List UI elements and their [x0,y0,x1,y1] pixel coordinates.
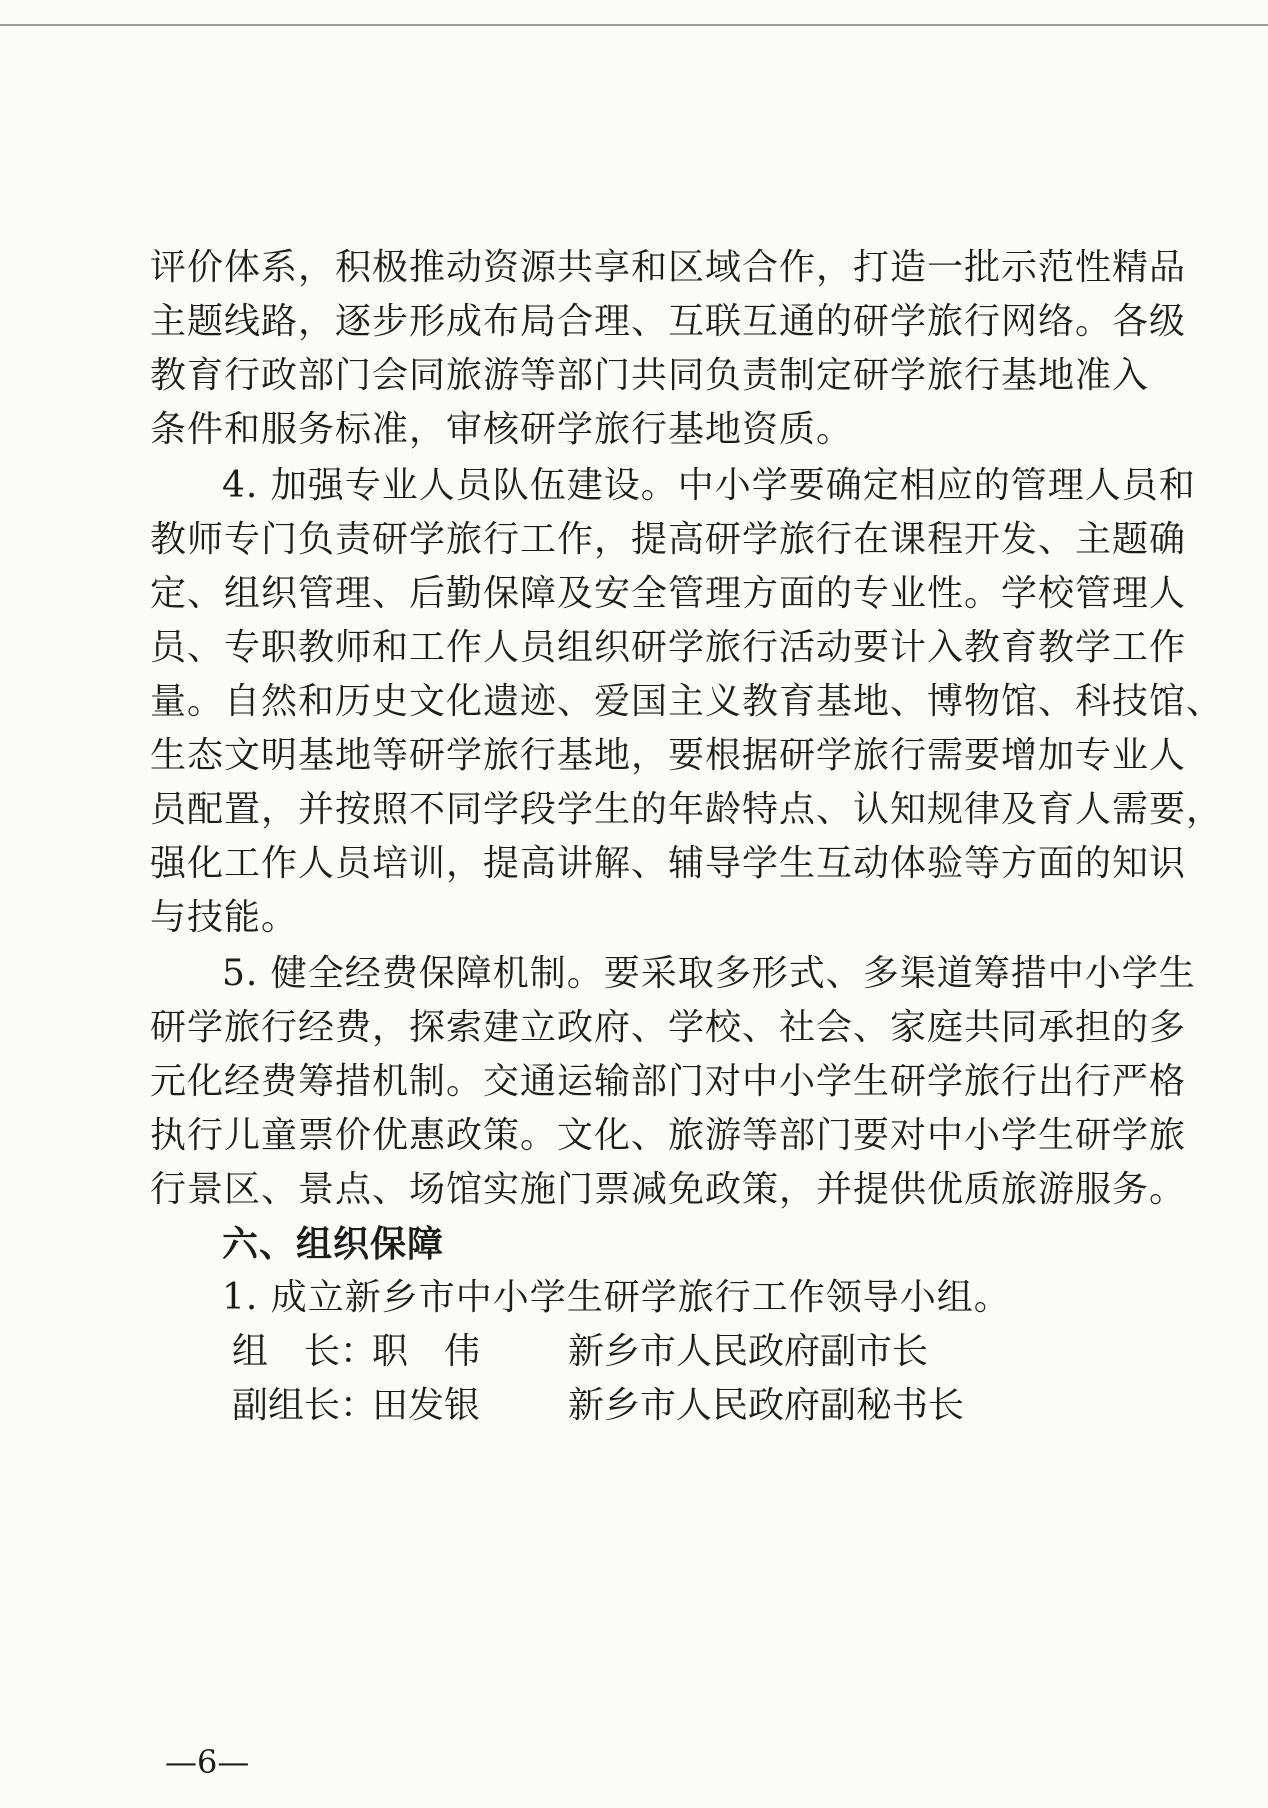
member-name: 田发银 [372,1385,481,1426]
body-text-line: 教师专门负责研学旅行工作，提高研学旅行在课程开发、主题确 [150,519,1187,560]
body-text-line: 研学旅行经费，探索建立政府、学校、社会、家庭共同承担的多 [150,1007,1187,1048]
body-text-line: 评价体系，积极推动资源共享和区域合作，打造一批示范性精品 [150,247,1187,288]
member-title: 新乡市人民政府副秘书长 [568,1385,965,1426]
member-title: 新乡市人民政府副市长 [568,1331,929,1372]
body-text-line: 量。自然和历史文化遗迹、爱国主义教育基地、博物馆、科技馆、 [150,681,1224,722]
body-text-line: 教育行政部门会同旅游等部门共同负责制定研学旅行基地准入 [150,355,1150,396]
body-text-line: 强化工作人员培训，提高讲解、辅导学生互动体验等方面的知识 [150,843,1187,884]
body-text-line: 执行儿童票价优惠政策。文化、旅游等部门要对中小学生研学旅 [150,1115,1187,1156]
body-text-line: 员配置，并按照不同学段学生的年龄特点、认知规律及育人需要， [150,789,1224,830]
section-4-first-line: 4. 加强专业人员队伍建设。中小学要确定相应的管理人员和 [222,465,1196,506]
body-text-line: 定、组织管理、后勤保障及安全管理方面的专业性。学校管理人 [150,573,1187,614]
section-6-item-1: 1. 成立新乡市中小学生研学旅行工作领导小组。 [222,1277,1011,1318]
section-5-first-line: 5. 健全经费保障机制。要采取多形式、多渠道筹措中小学生 [222,953,1196,994]
body-text-line: 条件和服务标准，审核研学旅行基地资质。 [150,409,854,450]
body-text-line: 元化经费筹措机制。交通运输部门对中小学生研学旅行出行严格 [150,1061,1187,1102]
body-text-line: 生态文明基地等研学旅行基地，要根据研学旅行需要增加专业人 [150,735,1187,776]
body-text-line: 行景区、景点、场馆实施门票减免政策，并提供优质旅游服务。 [150,1169,1187,1210]
member-role: 副组长： [232,1385,377,1426]
member-role: 组 长： [232,1331,377,1372]
page-number: —6— [165,1743,250,1781]
body-text-line: 主题线路，逐步形成布局合理、互联互通的研学旅行网络。各级 [150,301,1187,342]
member-name: 职 伟 [372,1331,481,1372]
section-6-heading: 六、组织保障 [222,1223,445,1265]
body-text-line: 员、专职教师和工作人员组织研学旅行活动要计入教育教学工作 [150,627,1187,668]
body-text-line: 与技能。 [150,897,299,938]
